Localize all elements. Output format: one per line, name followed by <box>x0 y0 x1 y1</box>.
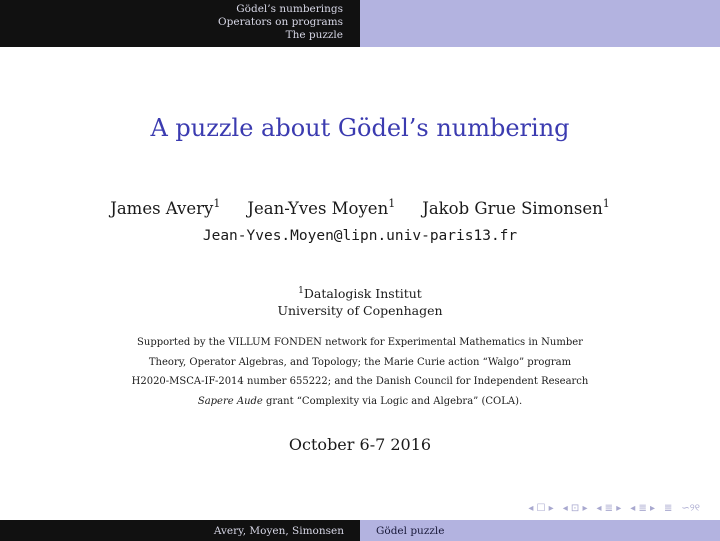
affiliation-mark: 1 <box>213 197 221 210</box>
document-nav-icon[interactable]: ◂ ≣ ▸ <box>630 503 656 514</box>
nav-section-the-puzzle[interactable]: The puzzle <box>285 29 343 41</box>
subsection-nav-icon[interactable]: ◂ ⊡ ▸ <box>562 503 588 514</box>
author <box>247 197 395 218</box>
funding-acknowledgement <box>40 333 680 411</box>
author-name: Jakob Grue Simonsen <box>422 199 603 218</box>
author <box>110 197 220 218</box>
frame-nav-icon[interactable]: ◂ ☐ ▸ <box>528 503 554 514</box>
footer-authors: Avery, Moyen, Simonsen <box>0 520 360 541</box>
funding-line: Supported by the VILLUM FONDEN network for Experimental Mathematics in Number <box>137 337 583 348</box>
footer-short-title: Gödel puzzle <box>360 520 720 541</box>
affiliation-mark: 1 <box>388 197 396 210</box>
affiliation-mark: 1 <box>602 197 610 210</box>
author-name: Jean-Yves Moyen <box>247 199 389 218</box>
beamer-navigation-symbols <box>528 503 700 514</box>
section-navigation <box>0 0 360 47</box>
funding-line: H2020-MSCA-IF-2014 number 655222; and the Danish Council for Independent Research <box>131 376 589 387</box>
section-nav-icon[interactable]: ◂ ≣ ▸ <box>596 503 622 514</box>
funding-grant-text: grant “Complexity via Logic and Algebra” (COLA). <box>262 395 523 407</box>
author <box>422 197 610 218</box>
contact-email: Jean-Yves.Moyen@lipn.univ-paris13.fr <box>202 228 518 244</box>
funding-line <box>40 392 680 412</box>
header-bar <box>0 0 720 47</box>
institution-label: Datalogisk Institut <box>303 286 422 301</box>
footer-bar <box>0 520 720 541</box>
author-list <box>0 197 720 218</box>
presentation-date: October 6-7 2016 <box>288 435 432 454</box>
university-name: University of Copenhagen <box>277 303 443 318</box>
institution-block <box>0 283 720 319</box>
nav-section-godels-numberings[interactable]: Gödel’s numberings <box>236 3 343 15</box>
header-bar-right <box>360 0 720 47</box>
affiliation-mark: 1 <box>298 286 304 296</box>
slide-title: A puzzle about Gödel’s numbering <box>150 114 570 142</box>
toc-icon[interactable]: ≣ <box>664 503 673 514</box>
nav-section-operators-on-programs[interactable]: Operators on programs <box>218 16 343 28</box>
author-name: James Avery <box>110 199 214 218</box>
institution-name <box>0 283 720 302</box>
funding-line: Theory, Operator Algebras, and Topology; the Marie Curie action “Walgo” program <box>148 356 572 368</box>
search-back-forward-icon[interactable]: ∽୨୧ <box>681 503 700 514</box>
funding-program-name: Sapere Aude <box>197 395 263 407</box>
